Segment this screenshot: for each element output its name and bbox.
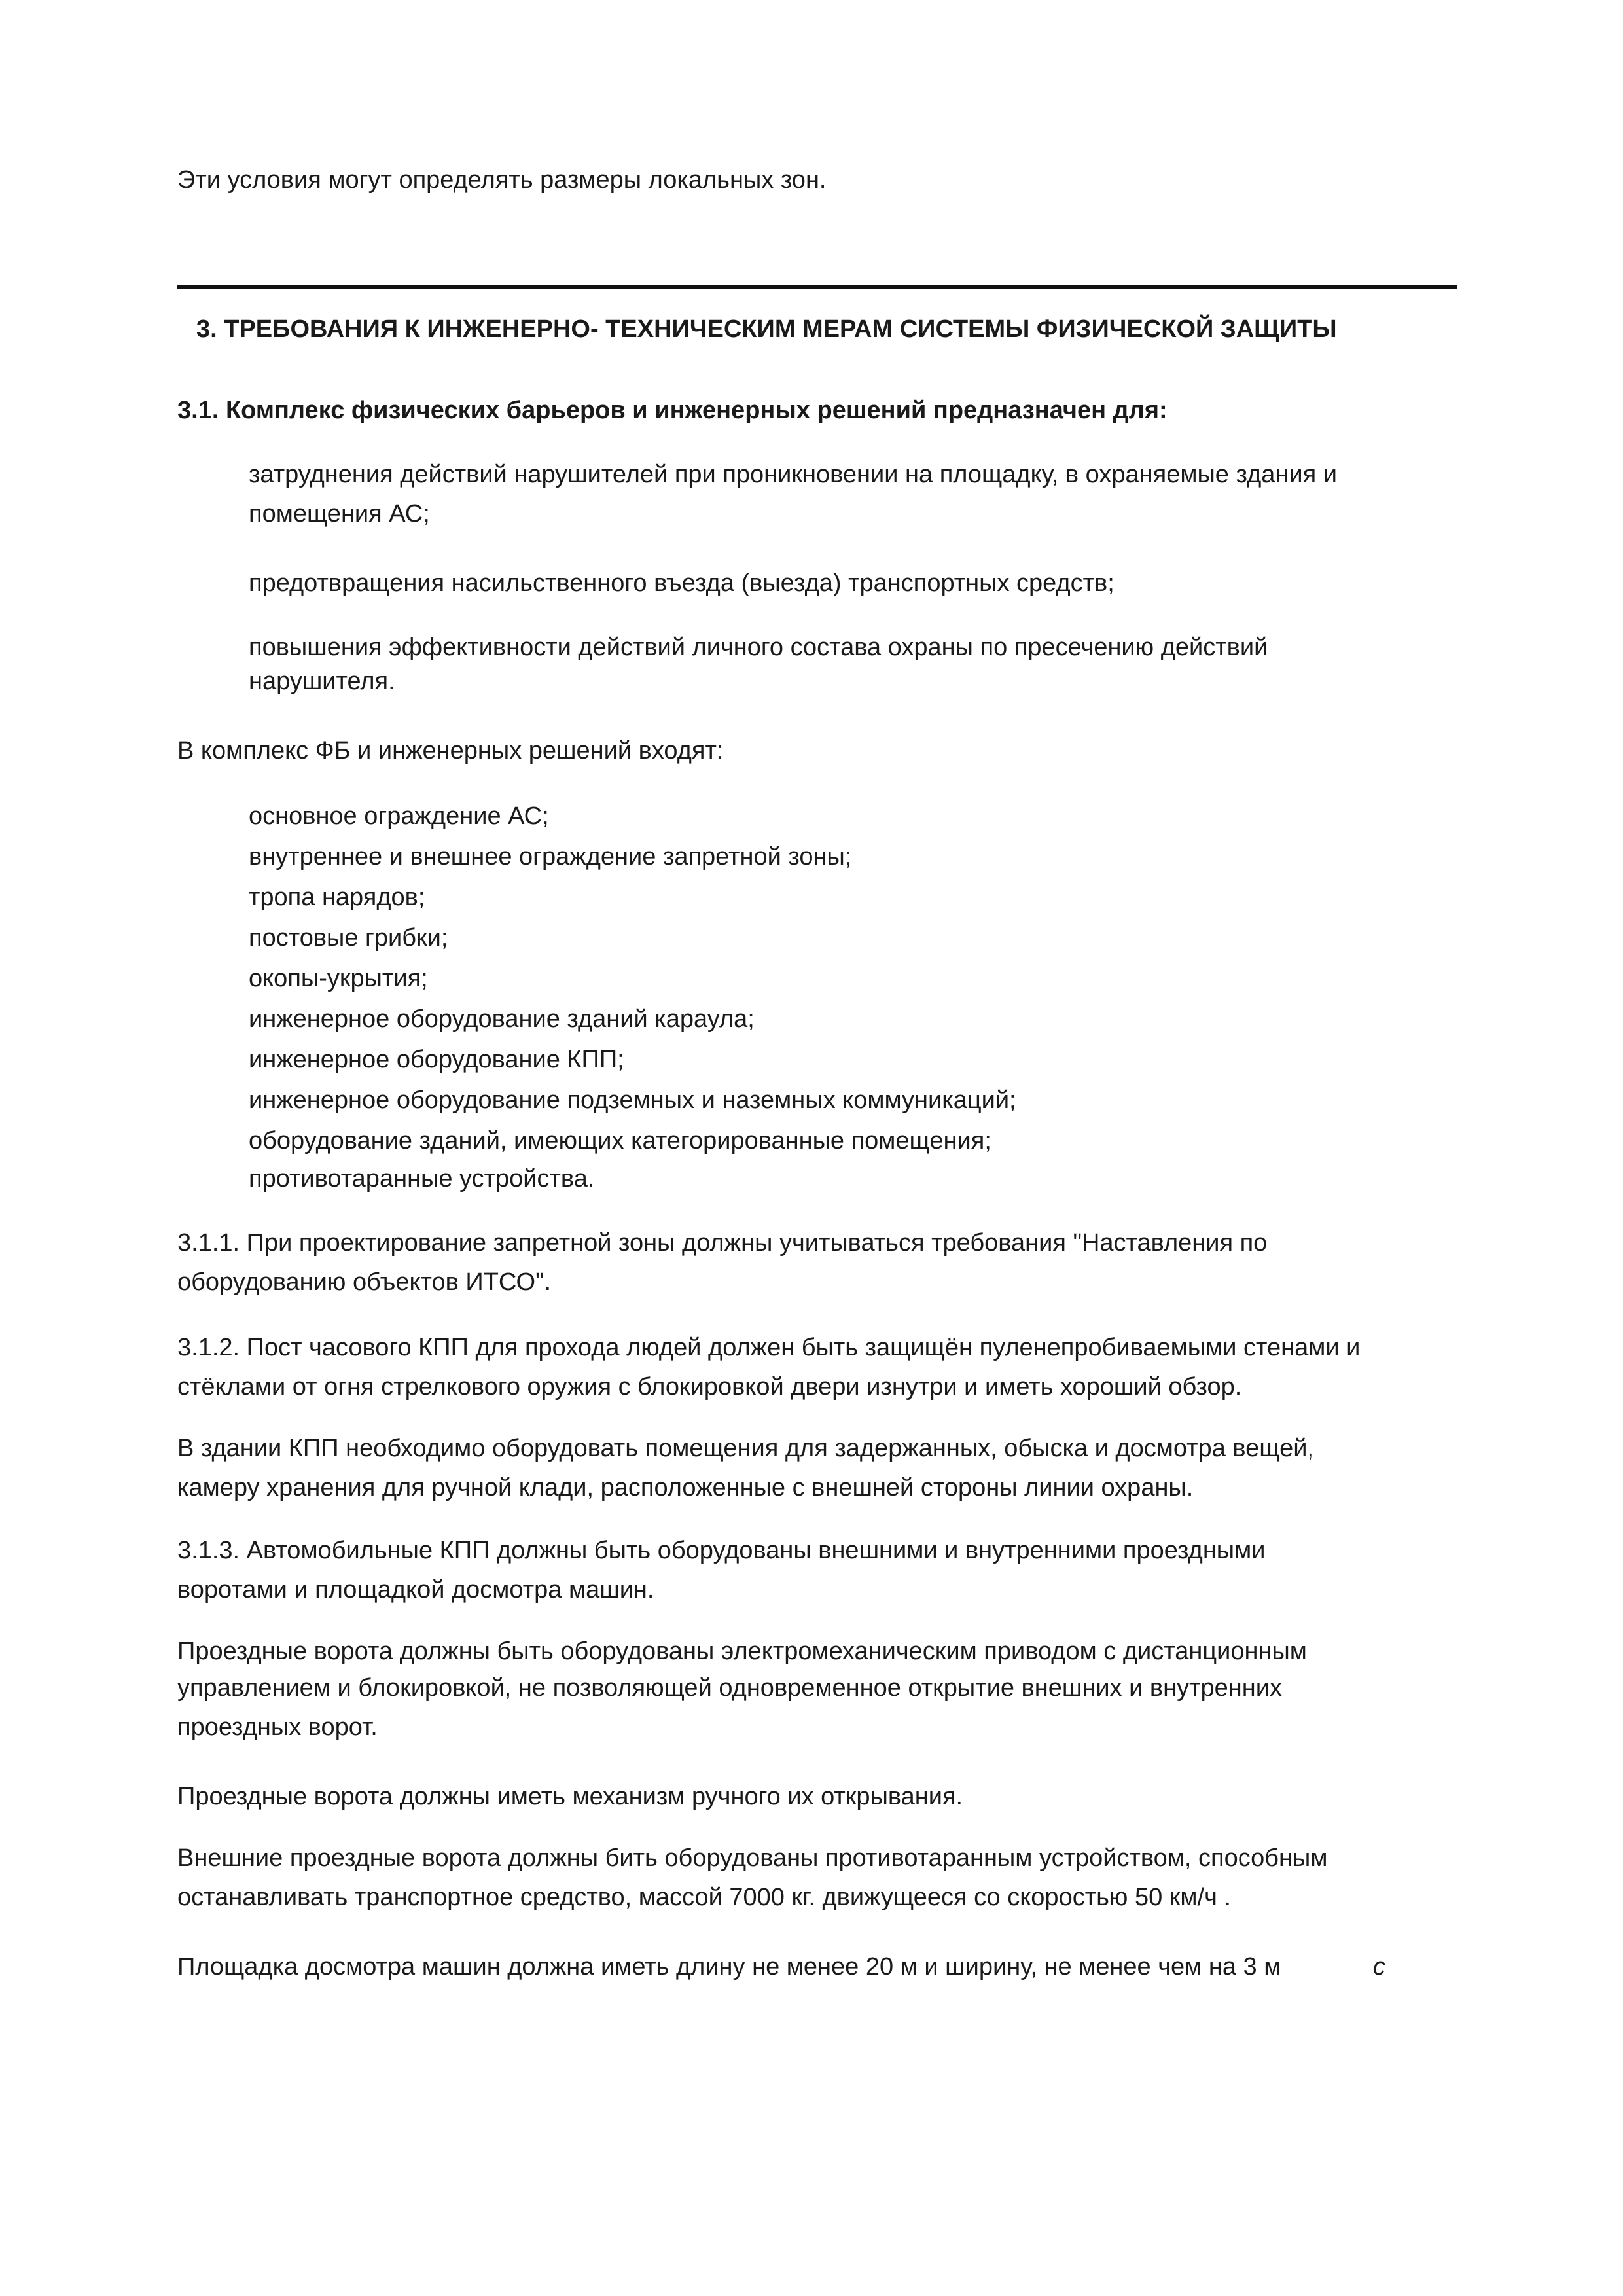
paragraph: Площадка досмотра машин должна иметь длину не менее 20 м и ширину, не менее чем на 3 м bbox=[177, 1953, 1281, 1981]
paragraph: 3.1.2. Пост часового КПП для прохода людей должен быть защищён пуленепробиваемыми стенами и bbox=[177, 1334, 1361, 1361]
paragraph-continued: оборудованию объектов ИТСО". bbox=[177, 1268, 552, 1296]
paragraph: 3.1.3. Автомобильные КПП должны быть оборудованы внешними и внутренними проездными bbox=[177, 1537, 1266, 1564]
purpose-item: затруднения действий нарушителей при проникновении на площадку, в охраняемые здания и bbox=[249, 461, 1337, 488]
paragraph-trailing-fragment: с bbox=[1373, 1953, 1385, 1981]
list-item: основное ограждение АС; bbox=[249, 802, 549, 830]
section-divider bbox=[177, 285, 1457, 289]
purpose-item: предотвращения насильственного въезда (выезда) транспортных средств; bbox=[249, 569, 1115, 597]
list-item: инженерное оборудование КПП; bbox=[249, 1046, 624, 1073]
paragraph-continued: останавливать транспортное средство, массой 7000 кг. движущееся со скоростью 50 км/ч . bbox=[177, 1884, 1232, 1911]
list-item: противотаранные устройства. bbox=[249, 1165, 595, 1193]
subsection-heading: 3.1. Комплекс физических барьеров и инженерных решений предназначен для: bbox=[177, 397, 1168, 424]
list-item: оборудование зданий, имеющих категорированные помещения; bbox=[249, 1127, 991, 1155]
list-item: внутреннее и внешнее ограждение запретной зоны; bbox=[249, 843, 852, 870]
paragraph: 3.1.1. При проектирование запретной зоны должны учитываться требования "Наставления по bbox=[177, 1229, 1268, 1257]
section-heading: 3. ТРЕБОВАНИЯ К ИНЖЕНЕРНО- ТЕХНИЧЕСКИМ МЕРАМ СИСТЕМЫ ФИЗИЧЕСКОЙ ЗАЩИТЫ bbox=[196, 315, 1337, 343]
paragraph: Внешние проездные ворота должны бить оборудованы противотаранным устройством, способным bbox=[177, 1844, 1328, 1872]
includes-intro: В комплекс ФБ и инженерных решений входят: bbox=[177, 737, 724, 764]
list-item: инженерное оборудование подземных и наземных коммуникаций; bbox=[249, 1086, 1016, 1114]
purpose-item: повышения эффективности действий личного состава охраны по пресечению действий bbox=[249, 634, 1268, 661]
paragraph-continued: стёклами от огня стрелкового оружия с блокировкой двери изнутри и иметь хороший обзор. bbox=[177, 1373, 1242, 1401]
paragraph-continued: проездных ворот. bbox=[177, 1713, 378, 1741]
paragraph: Проездные ворота должны иметь механизм ручного их открывания. bbox=[177, 1783, 963, 1810]
paragraph-continued: управлением и блокировкой, не позволяющей одновременное открытие внешних и внутренних bbox=[177, 1674, 1282, 1702]
paragraph-continued: камеру хранения для ручной клади, расположенные с внешней стороны линии охраны. bbox=[177, 1474, 1194, 1501]
list-item: окопы-укрытия; bbox=[249, 965, 428, 992]
purpose-item-continued: помещения АС; bbox=[249, 500, 430, 528]
list-item: постовые грибки; bbox=[249, 924, 448, 952]
list-item: инженерное оборудование зданий караула; bbox=[249, 1005, 755, 1033]
list-item: тропа нарядов; bbox=[249, 884, 425, 911]
intro-paragraph: Эти условия могут определять размеры локальных зон. bbox=[177, 166, 827, 194]
paragraph-continued: воротами и площадкой досмотра машин. bbox=[177, 1576, 654, 1604]
paragraph: В здании КПП необходимо оборудовать помещения для задержанных, обыска и досмотра вещей, bbox=[177, 1435, 1315, 1462]
purpose-item-continued: нарушителя. bbox=[249, 668, 395, 695]
paragraph: Проездные ворота должны быть оборудованы электромеханическим приводом с дистанционным bbox=[177, 1638, 1307, 1665]
